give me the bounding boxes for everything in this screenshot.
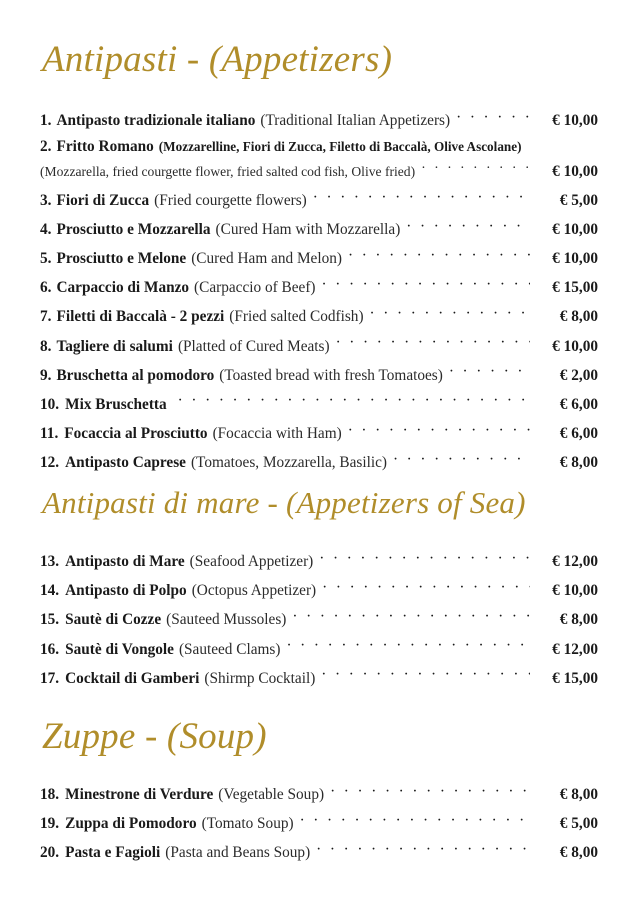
item-name: Focaccia al Prosciutto: [64, 424, 208, 442]
item-price: € 8,00: [559, 453, 598, 471]
item-number: 18.: [40, 786, 60, 804]
menu-item: [40, 423, 598, 442]
dot-leader: [286, 638, 530, 653]
dot-leader: [406, 219, 530, 234]
menu-item: [40, 306, 598, 325]
item-price: € 8,00: [559, 844, 598, 862]
menu-item: [40, 364, 598, 383]
menu-item: [40, 219, 598, 238]
item-name: Carpaccio di Manzo: [56, 279, 190, 297]
item-name: Pasta e Fagioli: [65, 844, 161, 862]
item-description: (Carpaccio of Beef): [194, 279, 316, 297]
item-number: 3.: [40, 192, 52, 210]
menu-item: [40, 638, 598, 657]
menu-list-antipasti: [40, 110, 598, 481]
menu-item: [40, 580, 598, 599]
item-description: (Vegetable Soup): [218, 786, 325, 804]
item-number: 11.: [40, 424, 59, 442]
section-heading-antipasti: Antipasti - (Appetizers): [42, 39, 393, 80]
item-name: Cocktail di Gamberi: [65, 669, 200, 687]
item-price: € 12,00: [552, 553, 598, 571]
dot-leader: [330, 784, 530, 799]
item-description: (Octopus Appetizer): [191, 582, 317, 600]
item-name: Fiori di Zucca: [56, 192, 150, 210]
dot-leader: [316, 842, 530, 857]
item-number: 13.: [40, 553, 60, 571]
menu-item: [40, 813, 598, 832]
dot-leader: [421, 162, 530, 176]
menu-item: [40, 335, 598, 354]
item-description: (Sauteed Clams): [178, 640, 281, 658]
item-name: Antipasto Caprese: [65, 453, 186, 471]
item-price: € 10,00: [552, 162, 598, 180]
menu-item: [40, 110, 598, 129]
menu-item: [40, 190, 598, 209]
item-number: 8.: [40, 337, 52, 355]
item-number: 5.: [40, 250, 52, 268]
item-description: (Focaccia with Ham): [212, 424, 342, 442]
item-number: 17.: [40, 669, 60, 687]
item-name: Minestrone di Verdure: [65, 786, 214, 804]
item-description: (Cured Ham with Mozzarella): [215, 221, 401, 239]
item-name: Sautè di Cozze: [65, 611, 162, 629]
menu-item: [40, 609, 598, 628]
item-description: (Tomatoes, Mozzarella, Basilic): [190, 453, 387, 471]
item-price: € 10,00: [552, 221, 598, 239]
item-name: Mix Bruschetta: [65, 395, 167, 413]
item-name: Prosciutto e Melone: [56, 250, 187, 268]
item-name: Fritto Romano: [56, 138, 154, 156]
item-description: (Mozzarella, fried courgette flower, fried salted cod fish, Olive fried): [40, 163, 416, 179]
dot-leader: [393, 452, 530, 467]
dot-leader: [178, 393, 530, 408]
menu-item: [40, 551, 598, 570]
menu-item: [40, 784, 598, 803]
item-description-italian: (Mozzarelline, Fiori di Zucca, Filetto di Baccalà, Olive Ascolane): [158, 139, 522, 155]
menu-item: [40, 393, 598, 412]
item-price: € 10,00: [552, 337, 598, 355]
menu-item: [40, 452, 598, 471]
dot-leader: [322, 580, 530, 595]
item-number: 1.: [40, 112, 52, 130]
dot-leader: [449, 364, 530, 379]
item-price: € 8,00: [559, 786, 598, 804]
item-description: (Fried salted Codfish): [229, 308, 364, 326]
menu-list-zuppe: [40, 784, 598, 871]
item-description: (Traditional Italian Appetizers): [260, 112, 451, 130]
item-price: € 6,00: [559, 424, 598, 442]
menu-item: [40, 277, 598, 296]
item-price: € 8,00: [559, 308, 598, 326]
item-price: € 2,00: [559, 366, 598, 384]
item-number: 14.: [40, 582, 60, 600]
menu-item: [40, 139, 598, 179]
dot-leader: [370, 306, 530, 321]
item-name: Antipasto di Polpo: [65, 582, 187, 600]
dot-leader: [321, 667, 530, 682]
menu-item: [40, 667, 598, 686]
section-heading-antipasti-di-mare: Antipasti di mare - (Appetizers of Sea): [42, 485, 526, 520]
dot-leader: [348, 248, 530, 263]
dot-leader: [322, 277, 530, 292]
item-name: Antipasto di Mare: [65, 553, 185, 571]
item-price: € 10,00: [552, 112, 598, 130]
item-price: € 10,00: [552, 250, 598, 268]
item-price: € 15,00: [552, 669, 598, 687]
item-description: (Sauteed Mussoles): [166, 611, 287, 629]
item-number: 2.: [40, 138, 52, 156]
item-description: (Shirmp Cocktail): [204, 669, 316, 687]
item-price: € 8,00: [559, 611, 598, 629]
item-number: 20.: [40, 844, 60, 862]
item-price: € 5,00: [559, 192, 598, 210]
dot-leader: [348, 423, 530, 438]
item-description: (Tomato Soup): [201, 815, 294, 833]
item-number: 10.: [40, 395, 60, 413]
item-number: 7.: [40, 308, 52, 326]
dot-leader: [336, 335, 530, 350]
item-description: (Cured Ham and Melon): [191, 250, 342, 268]
item-name: Sautè di Vongole: [65, 640, 174, 658]
item-number: 15.: [40, 611, 60, 629]
item-price: € 15,00: [552, 279, 598, 297]
item-price: € 5,00: [559, 815, 598, 833]
dot-leader: [319, 551, 530, 566]
menu-item: [40, 842, 598, 861]
item-number: 16.: [40, 640, 60, 658]
dot-leader: [456, 110, 530, 125]
dot-leader: [292, 609, 530, 624]
item-name: Tagliere di salumi: [56, 337, 173, 355]
item-description: (Pasta and Beans Soup): [165, 844, 311, 862]
section-heading-zuppe: Zuppe - (Soup): [42, 716, 267, 757]
item-name: Antipasto tradizionale italiano: [56, 112, 256, 130]
item-price: € 10,00: [552, 582, 598, 600]
item-number: 12.: [40, 453, 60, 471]
item-name: Bruschetta al pomodoro: [56, 366, 215, 384]
item-description: (Toasted bread with fresh Tomatoes): [219, 366, 443, 384]
item-name: Prosciutto e Mozzarella: [56, 221, 211, 239]
item-number: 4.: [40, 221, 52, 239]
dot-leader: [300, 813, 530, 828]
item-name: Filetti di Baccalà - 2 pezzi: [56, 308, 225, 326]
item-number: 9.: [40, 366, 52, 384]
dot-leader: [313, 190, 530, 205]
item-description: (Seafood Appetizer): [189, 553, 314, 571]
item-price: € 6,00: [559, 395, 598, 413]
menu-item: [40, 248, 598, 267]
item-price: € 12,00: [552, 640, 598, 658]
item-name: Zuppa di Pomodoro: [65, 815, 197, 833]
item-number: 19.: [40, 815, 60, 833]
menu-list-antipasti-di-mare: [40, 551, 598, 696]
item-description: (Fried courgette flowers): [154, 192, 307, 210]
item-number: 6.: [40, 279, 52, 297]
item-description: (Platted of Cured Meats): [177, 337, 330, 355]
